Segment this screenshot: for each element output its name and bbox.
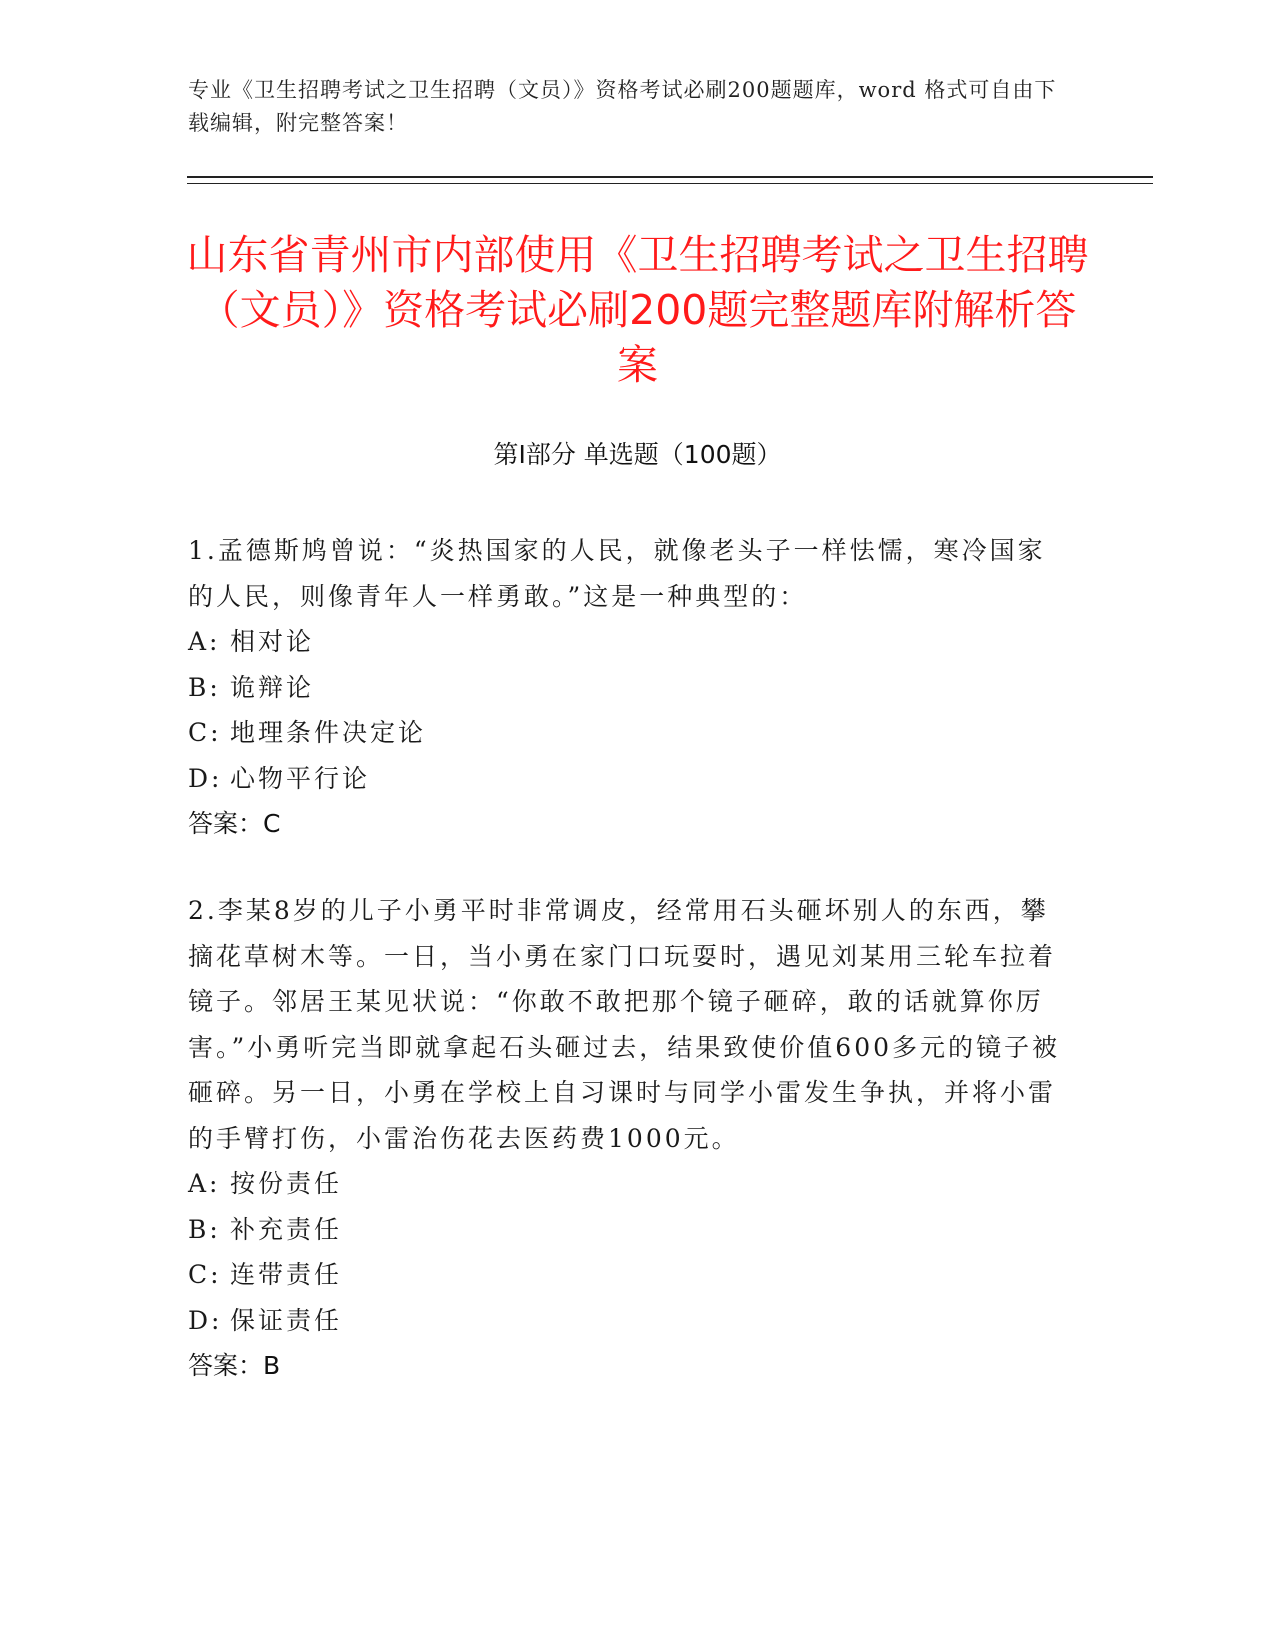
header-divider-thick — [187, 176, 1153, 178]
option-text: 地理条件决定论 — [230, 718, 427, 747]
option-a — [188, 1161, 1068, 1207]
option-letter: B: — [188, 672, 221, 702]
header-note: 专业《卫生招聘考试之卫生招聘（文员）》资格考试必刷200题题库，word 格式可自由下载编辑，附完整答案！ — [188, 78, 1057, 135]
option-letter: A: — [188, 1169, 221, 1198]
option-letter: A: — [188, 627, 221, 656]
question-2 — [188, 888, 1068, 1389]
option-letter: B: — [188, 1214, 221, 1244]
option-letter: D: — [188, 763, 223, 793]
option-text: 诡辩论 — [230, 672, 315, 702]
question-stem: 2.李某8岁的儿子小勇平时非常调皮，经常用石头砸坏别人的东西，攀摘花草树木等。一日，当小勇在家门口玩耍时，遇见刘某用三轮车拉着镜子。邻居王某见状说：“你敢不敢把那个镜子砸碎，敢的话就算你厉害。”小勇听完当即就拿起石头砸过去，结果致使价值600多元的镜子被砸碎。另一日，小勇在学校上自习课时与同学小雷发生争执，并将小雷的手臂打伤，小雷治伤花去医药费1000元。 — [188, 896, 1061, 1153]
option-text: 保证责任 — [230, 1305, 343, 1335]
option-text: 连带责任 — [230, 1260, 343, 1289]
option-letter: D: — [188, 1305, 223, 1335]
question-stem: 1.孟德斯鸠曾说：“炎热国家的人民，就像老头子一样怯懦，寒冷国家的人民，则像青年人一样勇敢。”这是一种典型的： — [188, 536, 1046, 611]
option-letter: C: — [188, 718, 222, 747]
option-c — [188, 1252, 1068, 1298]
option-b — [188, 665, 1068, 711]
answer-line: 答案：B — [188, 1351, 281, 1380]
option-b — [188, 1207, 1068, 1253]
option-a — [188, 619, 1068, 665]
option-d — [188, 756, 1068, 802]
option-c — [188, 710, 1068, 756]
header-divider-thin — [187, 183, 1153, 184]
document-title: 山东省青州市内部使用《卫生招聘考试之卫生招聘（文员）》资格考试必刷200题完整题库附解析答案 — [186, 231, 1089, 389]
option-text: 按份责任 — [230, 1169, 343, 1198]
question-1 — [188, 528, 1068, 847]
option-text: 补充责任 — [230, 1214, 343, 1244]
option-text: 心物平行论 — [230, 763, 371, 793]
option-d — [188, 1298, 1068, 1344]
section-title: 第Ⅰ部分 单选题（100题） — [493, 440, 782, 469]
option-letter: C: — [188, 1260, 222, 1289]
answer-line: 答案：C — [188, 809, 281, 838]
option-text: 相对论 — [230, 627, 315, 656]
